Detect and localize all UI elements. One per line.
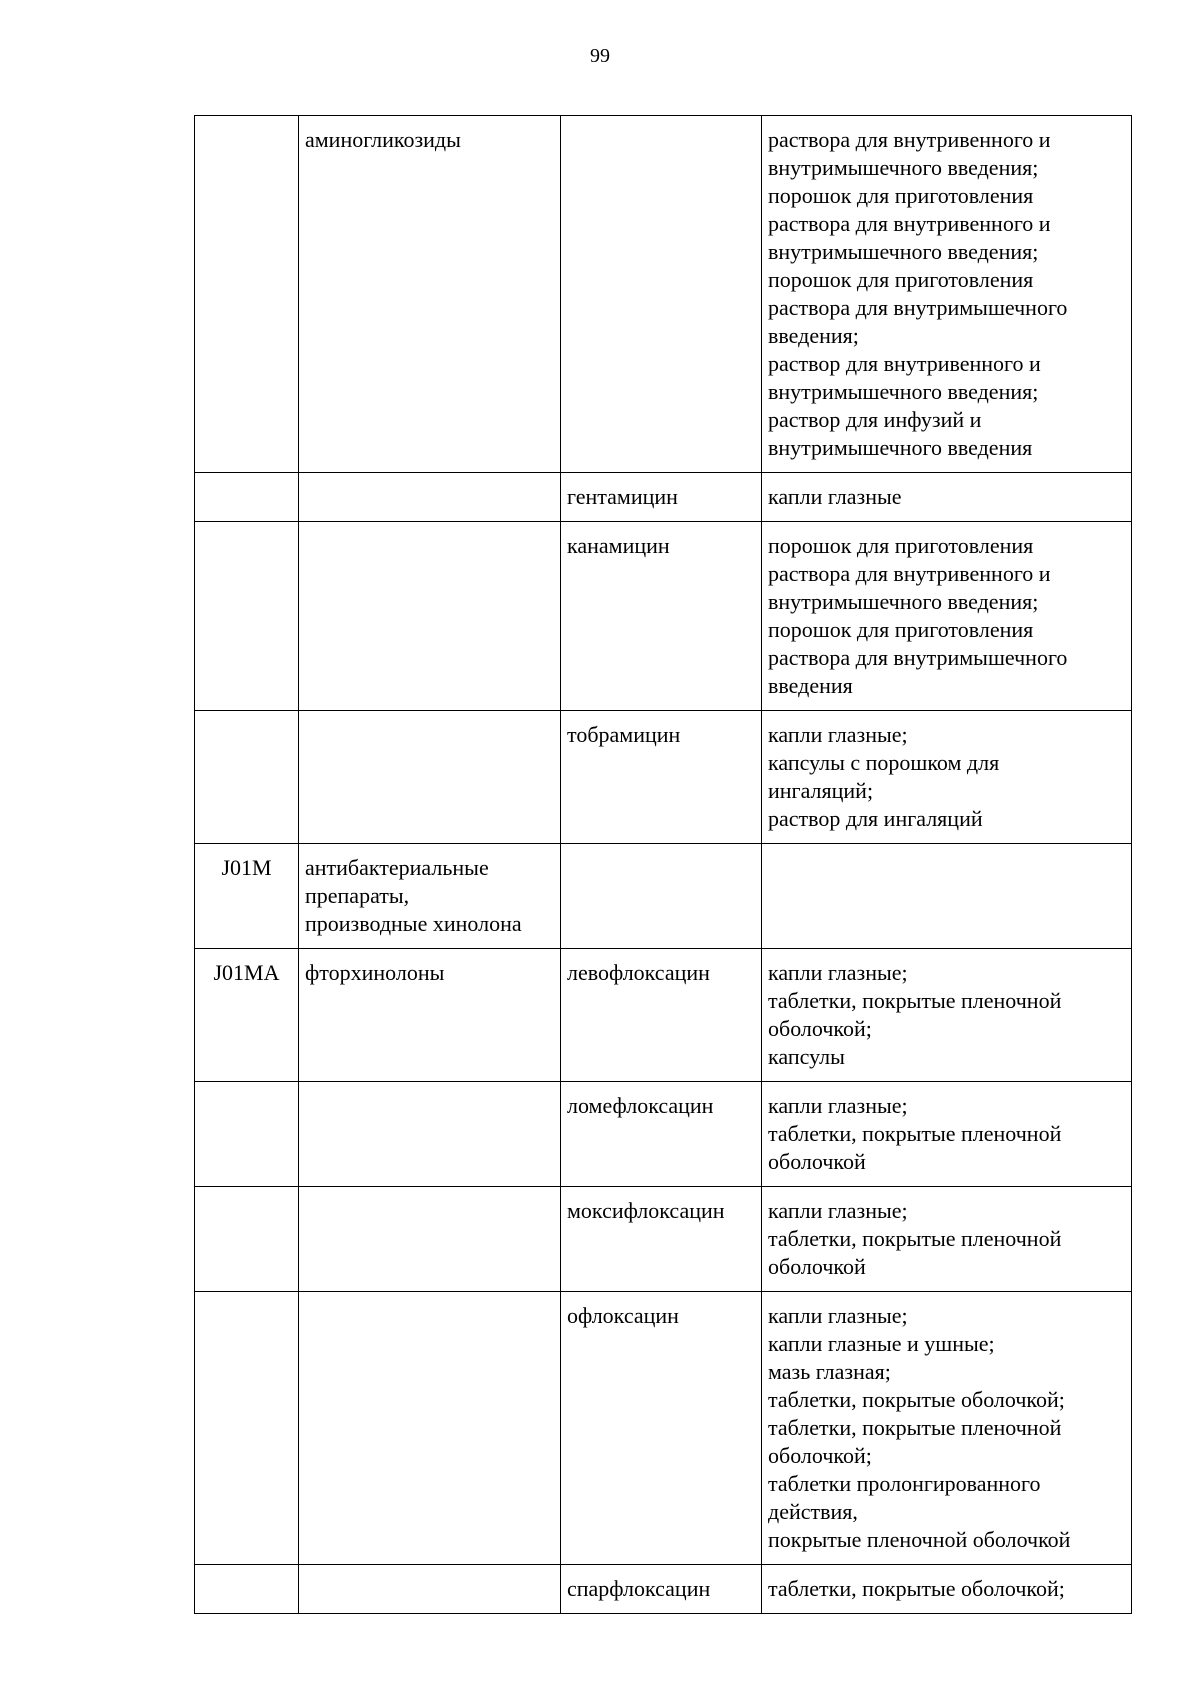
dosage-form-line: раствор для инфузий и	[768, 407, 982, 432]
table-row	[195, 949, 1132, 1082]
group-cell	[299, 522, 561, 711]
table-row	[195, 116, 1132, 473]
group-line: препараты,	[305, 883, 410, 908]
table-row	[195, 1187, 1132, 1292]
drug-name-cell	[561, 844, 762, 949]
dosage-form-line: таблетки пролонгированного	[768, 1471, 1041, 1496]
atc-code-cell	[195, 1187, 299, 1292]
dosage-form-line: мазь глазная;	[768, 1359, 891, 1384]
group-cell	[299, 1565, 561, 1614]
dosage-forms-cell	[762, 1292, 1132, 1565]
group-cell	[299, 1082, 561, 1187]
group-line: аминогликозиды	[305, 127, 461, 152]
dosage-form-line: внутримышечного введения;	[768, 589, 1039, 614]
group-cell	[299, 473, 561, 522]
dosage-form-line: ингаляций;	[768, 778, 874, 803]
atc-code-cell	[195, 1292, 299, 1565]
dosage-form-line: раствора для внутримышечного	[768, 295, 1068, 320]
dosage-form-line: капли глазные;	[768, 960, 908, 985]
drug-name-cell: офлоксацин	[561, 1292, 762, 1565]
dosage-form-line: капли глазные и ушные;	[768, 1331, 995, 1356]
table-row	[195, 522, 1132, 711]
dosage-form-line: оболочкой	[768, 1149, 866, 1174]
table-row	[195, 711, 1132, 844]
dosage-form-line: раствора для внутривенного и	[768, 211, 1051, 236]
dosage-form-line: капсулы	[768, 1044, 845, 1069]
group-cell	[299, 949, 561, 1082]
group-cell	[299, 1292, 561, 1565]
dosage-form-line: капсулы с порошком для	[768, 750, 1000, 775]
dosage-form-line: введения;	[768, 323, 859, 348]
group-cell	[299, 116, 561, 473]
dosage-forms-cell	[762, 844, 1132, 949]
table-body	[195, 116, 1132, 1614]
group-cell	[299, 1187, 561, 1292]
table-row	[195, 1565, 1132, 1614]
drug-name-cell: левофлоксацин	[561, 949, 762, 1082]
dosage-form-line: оболочкой	[768, 1254, 866, 1279]
dosage-form-line: порошок для приготовления	[768, 267, 1034, 292]
group-cell	[299, 844, 561, 949]
dosage-forms-cell	[762, 1082, 1132, 1187]
dosage-forms-cell	[762, 711, 1132, 844]
drug-name-cell: моксифлоксацин	[561, 1187, 762, 1292]
dosage-forms-cell	[762, 1565, 1132, 1614]
table-row	[195, 473, 1132, 522]
dosage-form-line: таблетки, покрытые пленочной	[768, 1226, 1062, 1251]
dosage-forms-cell	[762, 1187, 1132, 1292]
group-line: фторхинолоны	[305, 960, 445, 985]
table-row	[195, 844, 1132, 949]
dosage-form-line: раствор для ингаляций	[768, 806, 983, 831]
dosage-form-line: внутримышечного введения;	[768, 379, 1039, 404]
dosage-form-line: таблетки, покрытые пленочной	[768, 988, 1062, 1013]
dosage-form-line: внутримышечного введения;	[768, 155, 1039, 180]
drug-name-cell: спарфлоксацин	[561, 1565, 762, 1614]
drug-name-cell: ломефлоксацин	[561, 1082, 762, 1187]
dosage-form-line: капли глазные	[768, 484, 902, 509]
dosage-form-line: раствора для внутримышечного	[768, 645, 1068, 670]
dosage-form-line: порошок для приготовления	[768, 533, 1034, 558]
drug-name-cell	[561, 116, 762, 473]
dosage-form-line: введения	[768, 673, 853, 698]
dosage-forms-cell	[762, 949, 1132, 1082]
dosage-form-line: раствора для внутривенного и	[768, 127, 1051, 152]
dosage-form-line: таблетки, покрытые оболочкой;	[768, 1576, 1065, 1601]
drug-name-cell: гентамицин	[561, 473, 762, 522]
group-line: антибактериальные	[305, 855, 489, 880]
dosage-form-line: раствор для внутривенного и	[768, 351, 1041, 376]
dosage-forms-cell	[762, 522, 1132, 711]
dosage-forms-cell	[762, 473, 1132, 522]
atc-code-cell: J01M	[195, 844, 299, 949]
dosage-form-line: порошок для приготовления	[768, 617, 1034, 642]
atc-code-cell	[195, 1565, 299, 1614]
page-number: 99	[590, 45, 610, 67]
atc-code-cell	[195, 473, 299, 522]
atc-code-cell	[195, 1082, 299, 1187]
dosage-form-line: капли глазные;	[768, 1303, 908, 1328]
dosage-form-line: внутримышечного введения;	[768, 239, 1039, 264]
dosage-form-line: раствора для внутривенного и	[768, 561, 1051, 586]
dosage-form-line: оболочкой;	[768, 1016, 872, 1041]
atc-code-cell	[195, 116, 299, 473]
drug-name-cell: тобрамицин	[561, 711, 762, 844]
group-cell	[299, 711, 561, 844]
dosage-form-line: капли глазные;	[768, 1093, 908, 1118]
dosage-form-line: капли глазные;	[768, 1198, 908, 1223]
atc-code-cell: J01MA	[195, 949, 299, 1082]
group-line: производные хинолона	[305, 911, 522, 936]
dosage-form-line: таблетки, покрытые пленочной	[768, 1121, 1062, 1146]
atc-code-cell	[195, 522, 299, 711]
dosage-form-line: покрытые пленочной оболочкой	[768, 1527, 1071, 1552]
table-row	[195, 1292, 1132, 1565]
dosage-form-line: порошок для приготовления	[768, 183, 1034, 208]
dosage-form-line: капли глазные;	[768, 722, 908, 747]
dosage-form-line: оболочкой;	[768, 1443, 872, 1468]
dosage-form-line: внутримышечного введения	[768, 435, 1033, 460]
dosage-form-line: действия,	[768, 1499, 858, 1524]
dosage-forms-cell	[762, 116, 1132, 473]
atc-code-cell	[195, 711, 299, 844]
table-row	[195, 1082, 1132, 1187]
drug-table	[194, 115, 1132, 1614]
dosage-form-line: таблетки, покрытые оболочкой;	[768, 1387, 1065, 1412]
drug-name-cell: канамицин	[561, 522, 762, 711]
dosage-form-line: таблетки, покрытые пленочной	[768, 1415, 1062, 1440]
